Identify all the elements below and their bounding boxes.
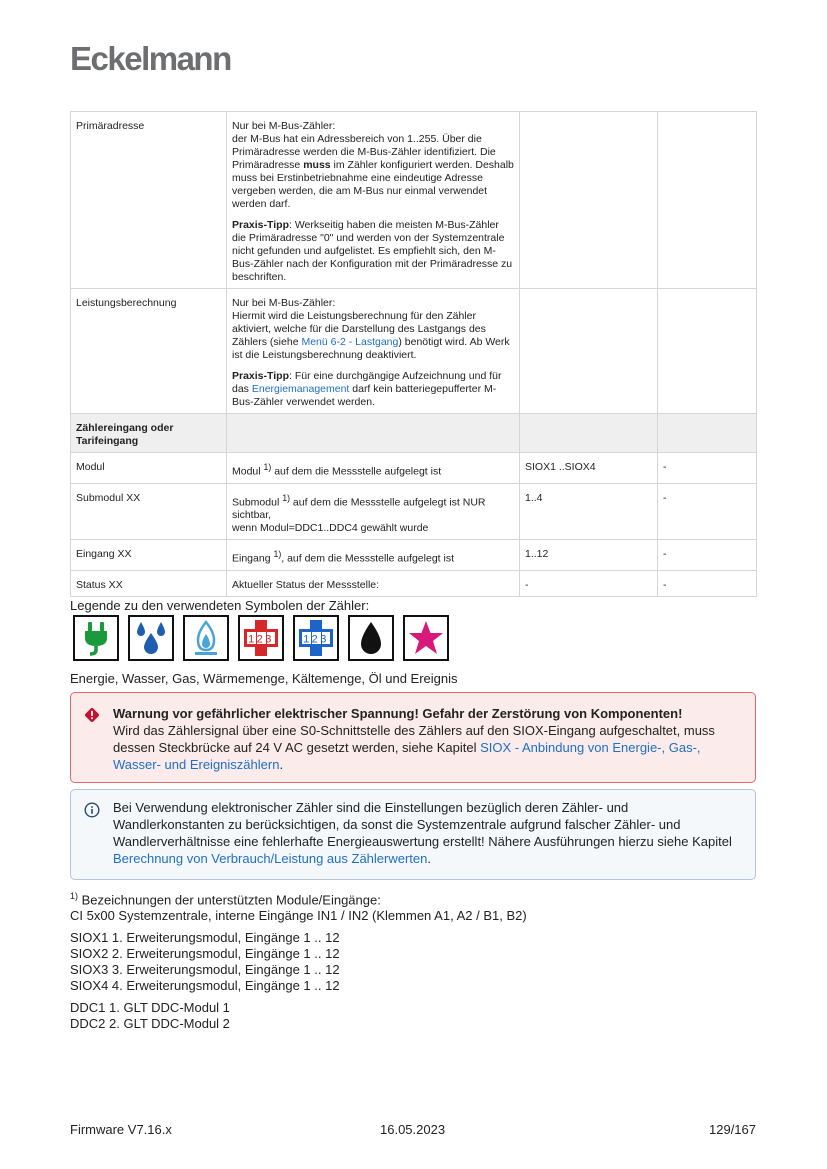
footnotes (70, 888, 527, 1038)
warning-box (70, 692, 756, 783)
siox-list: SIOX1 1. Erweiterungsmodul, Eingänge 1 .. 12 SIOX2 2. Erweiterungsmodul, Eingänge 1 .. 12 SIOX3 3. Erweiterungsmodul, Eingänge 1 .. 12 SIOX4 4. Erweiterungsmodul, Eingänge 1 .. 12 (70, 930, 340, 994)
event-counter-icon (403, 615, 449, 661)
footer-page-number: 129/167 (709, 1122, 756, 1137)
param-name: Eingang XX (71, 540, 227, 571)
cold-meter-icon (293, 615, 339, 661)
table-row (71, 453, 757, 484)
param-description: Submodul $^{1)}$ auf dem die Messstelle aufgelegt ist NUR sichtbar, wenn Modul=DDC1..DDC4 gewählt wurde (227, 483, 520, 540)
page-footer (70, 1122, 756, 1138)
param-default: - (658, 483, 757, 540)
eckelmann-logo: Eckelmann (70, 40, 231, 77)
warning-title: Warnung vor gefährlicher elektrischer Spannung! Gefahr der Zerstörung von Komponenten! (113, 706, 683, 721)
param-name: Submodul XX (71, 483, 227, 540)
param-description: Nur bei M-Bus-Zähler: Hiermit wird die Leistungsberechnung für den Zähler aktiviert, welche für die Darstellung des Lastgangs des Zählers (siehe Menü 6-2 - Lastgang) benötigt wird. Ab Werk ist die Leistungsberechnung deaktiviert. Praxis-Tipp: Für eine durchgängige Aufzeichnung und für das Energiemanagement darf kein batteriegepufferter M-Bus-Zähler verwendet werden. (227, 289, 520, 414)
ddc-list: DDC1 1. GLT DDC-Modul 1 DDC2 2. GLT DDC-Modul 2 (70, 1000, 230, 1032)
info-text: Bei Verwendung elektronischer Zähler sind die Einstellungen bezüglich deren Zähler- und Wandlerkonstanten zu berücksichtigen, da sonst die Systemzentrale aufgrund falscher Zähler- und Wandlerverhältnisse eine fehlerhafte Energieauswertung erstellt! Nähere Ausführungen hierzu siehe Kapitel Berechnung von Verbrauch/Leistung aus Zählerwerten. (113, 800, 732, 866)
oil-meter-icon (348, 615, 394, 661)
cold-meter-digits: 123 (303, 633, 329, 646)
footnote-heading: Bezeichnungen der unterstützten Module/Eingänge: (78, 892, 381, 908)
table-section-row (71, 414, 757, 453)
heat-meter-icon (238, 615, 284, 661)
link-energiemanagement[interactable]: Energiemanagement (251, 383, 350, 395)
warning-icon (84, 707, 100, 727)
param-name: Leistungsberechnung (71, 289, 227, 414)
param-default: - (658, 570, 757, 596)
footer-firmware: Firmware V7.16.x (70, 1122, 172, 1137)
energy-meter-icon (73, 615, 119, 661)
param-description: Aktueller Status der Messstelle: (227, 570, 520, 596)
table-row (71, 112, 757, 289)
warning-text: Wird das Zählersignal über eine S0-Schnittstelle des Zählers auf den SIOX-Eingang aufgeschaltet, muss dessen Steckbrücke auf 24 V AC gesetzt werden, siehe Kapitel SIOX - Anbindung von Energie-, Gas-, Wasser- und Ereigniszählern. (113, 723, 715, 772)
param-name: Status XX (71, 570, 227, 596)
param-range: 1..12 (520, 540, 658, 571)
table-row (71, 483, 757, 540)
param-range: SIOX1 ..SIOX4 (520, 453, 658, 484)
footnote-marker: 1) (70, 891, 79, 901)
link-siox-anbindung[interactable]: SIOX - Anbindung von Energie-, Gas-, Wasser- und Ereigniszählern (113, 740, 701, 772)
footer-date: 16.05.2023 (380, 1122, 446, 1137)
info-box (70, 789, 756, 880)
table-row (71, 540, 757, 571)
param-description: Modul $^{1)}$ auf dem die Messstelle aufgelegt ist (227, 453, 520, 484)
param-default: - (658, 453, 757, 484)
param-description: Eingang $^{1)}$, auf dem die Messstelle aufgelegt ist (227, 540, 520, 571)
heat-meter-digits: 123 (248, 633, 274, 646)
param-default: - (658, 540, 757, 571)
legend-title: Legende zu den verwendeten Symbolen der Zähler: (70, 598, 370, 613)
gas-meter-icon (183, 615, 229, 661)
param-name: Modul (71, 453, 227, 484)
table-row (71, 289, 757, 414)
param-range: 1..4 (520, 483, 658, 540)
meter-symbol-legend (73, 615, 449, 661)
param-range: - (520, 570, 658, 596)
link-berechnung-verbrauch[interactable]: Berechnung von Verbrauch/Leistung aus Zählerwerten (113, 851, 428, 866)
param-description: Nur bei M-Bus-Zähler: der M-Bus hat ein Adressbereich von 1..255. Über die Primäradresse werden die M-Bus-Zähler identifiziert. Die Primäradresse muss im Zähler konfiguriert werden. Deshalb muss bei Erstinbetriebnahme eine eindeutige Adresse vergeben werden, die am M-Bus nur einmal verwendet werden darf. Praxis-Tipp: Werkseitig haben die meisten M-Bus-Zähler die Primäradresse "0" und werden von der Systemzentrale nicht gefunden und aufgelistet. Es empfiehlt sich, den M-Bus-Zähler nach der Konfiguration mit der Primäradresse zu beschriften. (227, 112, 520, 289)
section-title: Zählereingang oder Tarifeingang (71, 414, 227, 453)
param-name: Primäradresse (71, 112, 227, 289)
water-meter-icon (128, 615, 174, 661)
link-menu-6-2-lastgang[interactable]: Menü 6-2 - Lastgang (301, 336, 399, 348)
footnote-ci: CI 5x00 Systemzentrale, interne Eingänge IN1 / IN2 (Klemmen A1, A2 / B1, B2) (70, 908, 527, 924)
info-icon (84, 802, 100, 822)
table-row (71, 570, 757, 596)
legend-caption: Energie, Wasser, Gas, Wärmemenge, Kältemenge, Öl und Ereignis (70, 671, 458, 686)
parameter-table (70, 111, 757, 597)
